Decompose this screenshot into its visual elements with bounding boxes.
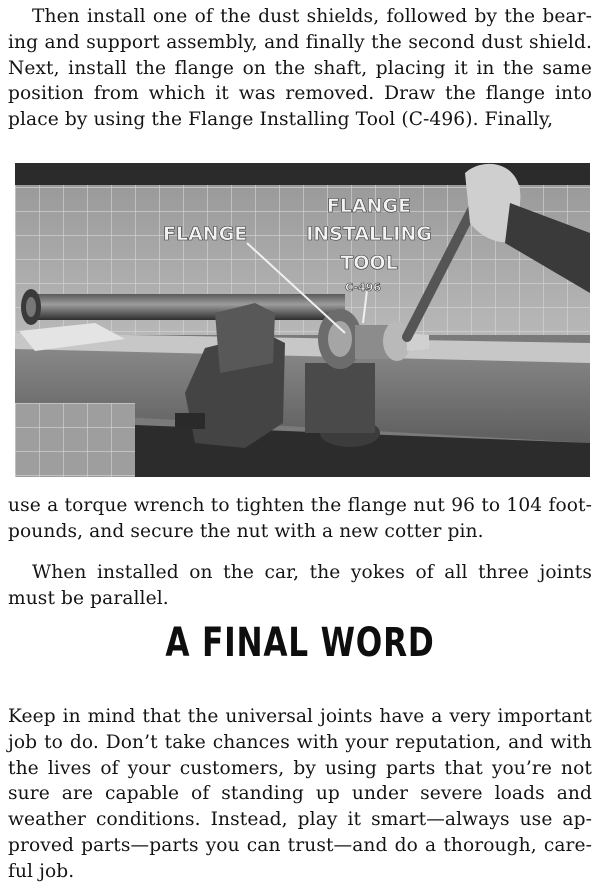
final-paragraph — [8, 704, 592, 885]
text-line: weather conditions. Instead, play it smart—always use ap- — [8, 809, 592, 831]
intro-paragraph — [8, 4, 592, 133]
text-line: When installed on the car, the yokes of all three joints — [32, 562, 592, 583]
text-line: Next, install the flange on the shaft, placing it in the same — [8, 57, 592, 79]
tool-part-number: C-496 — [345, 281, 381, 294]
photo-illustration — [15, 163, 590, 477]
text-line: Keep in mind that the universal joints have a very important — [8, 706, 592, 727]
text-line: proved parts—parts you can trust—and do a thorough, care- — [8, 834, 592, 856]
yokes-paragraph — [8, 560, 592, 612]
text-line: job to do. Don’t take chances with your reputation, and with — [8, 731, 592, 753]
text-line: sure are capable of standing up under severe loads and — [8, 783, 592, 805]
tool-label-line1: FLANGE — [326, 195, 412, 217]
text-line: the lives of your customers, by using parts that you’re not — [8, 757, 592, 779]
torque-paragraph — [8, 493, 592, 545]
text-line: pounds, and secure the nut with a new cotter pin. — [8, 520, 484, 542]
text-line: place by using the Flange Installing Tool (C-496). Finally, — [8, 109, 554, 131]
text-line: position from which it was removed. Draw the flange into — [8, 83, 592, 105]
tool-label-line3: TOOL — [340, 252, 398, 274]
text-line: Then install one of the dust shields, followed by the bear- — [32, 6, 592, 27]
section-heading: A FINAL WORD — [165, 620, 435, 666]
text-line: ful job. — [8, 860, 75, 882]
flange-tool-photo — [15, 163, 590, 477]
text-line: use a torque wrench to tighten the flange nut 96 to 104 foot- — [8, 495, 592, 516]
tool-label-line2: INSTALLING — [306, 223, 432, 245]
text-line: ing and support assembly, and finally the second dust shield. — [8, 31, 592, 53]
propeller-shaft — [25, 294, 345, 320]
text-line: must be parallel. — [8, 587, 169, 609]
flange-label: FLANGE — [163, 223, 248, 245]
